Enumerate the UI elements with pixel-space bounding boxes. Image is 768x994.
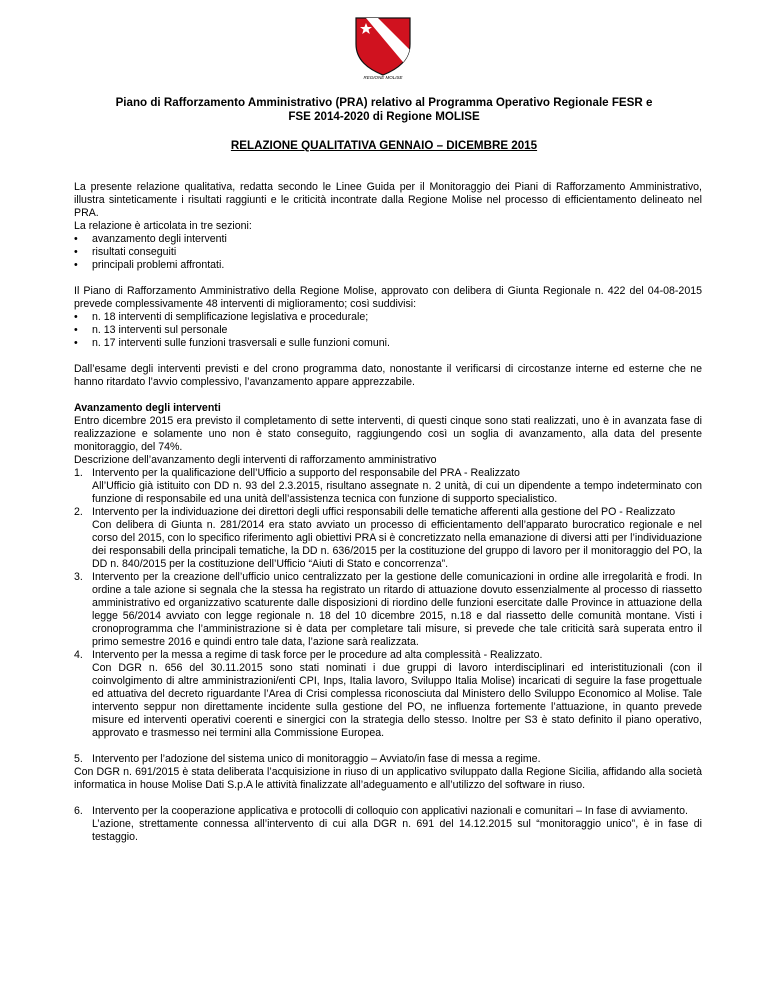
sections-list [74, 233, 702, 272]
list-item: • risultati conseguiti [74, 246, 702, 259]
item-number: 2. [74, 506, 83, 518]
list-item [74, 467, 702, 506]
list-item: • n. 18 interventi di semplificazione legislativa e procedurale; [74, 311, 702, 324]
item-number: 6. [74, 805, 83, 817]
interventions-list [74, 467, 702, 740]
intro-sections-lead: La relazione è articolata in tre sezioni: [74, 220, 252, 232]
list-item [74, 805, 702, 844]
list-item [74, 753, 702, 766]
list-item: • n. 13 interventi sul personale [74, 324, 702, 337]
item-text: Con DGR n. 656 del 30.11.2015 sono stati nominati i due gruppi di lavoro interdisciplinari ed interistituzionali (con il coinvolgimento di altre amministrazioni/enti CPI, Inps, Italia lavoro, Sviluppo Italia Molise) incaricati di seguire la fase progettuale ed attuativa del decreto riguardante l’Area di Crisi complessa riconosciuta dal Ministero dello Sviluppo Economico al Molise. Tale intervento seppur non direttamente incidente sulla gestione del PO, ne influenza fortemente l’attuazione, in quanto prevede misure ed interventi operativi coerenti e sinergici con la strategia dello stesso. Inoltre per S3 è stato definito il piano operativo, approvato e trasmesso nei termini alla Commissione Europea. [92, 662, 702, 739]
regione-molise-shield-logo [352, 14, 414, 80]
item-text: L’azione, strettamente connessa all’intervento di cui alla DGR n. 691 del 14.12.2015 sul “monitoraggio unico”, è in fase di testaggio. [92, 818, 702, 843]
piano-paragraph: Il Piano di Rafforzamento Amministrativo della Regione Molise, approvato con delibera di Giunta Regionale n. 422 del 04-08-2015 prevede complessivamente 48 interventi di miglioramento; così suddivisi: [74, 285, 702, 310]
item-number: 5. [74, 753, 83, 765]
item-heading: Intervento per l’adozione del sistema unico di monitoraggio – Avviato/in fase di messa a regime. [92, 753, 541, 765]
interventions-list-final [74, 805, 702, 844]
item-number: 3. [74, 571, 83, 583]
avanzamento-paragraph: Entro dicembre 2015 era previsto il completamento di sette interventi, di questi cinque sono stati realizzati, uno è in avanzata fase di realizzazione e solamente uno non è stato conseguito, raggiungendo così un soglia di avanzamento, alla data del presente monitoraggio, del 74%. [74, 415, 702, 453]
document-subtitle: RELAZIONE QUALITATIVA GENNAIO – DICEMBRE 2015 [230, 139, 538, 152]
esame-paragraph: Dall’esame degli interventi previsti e del crono programma dato, nonostante il verificarsi di circostanze interne ed esterne che ne hanno ritardato l’avvio complessivo, l’avanzamento appare apprezzabile. [74, 363, 702, 388]
list-item [74, 649, 702, 740]
list-item [74, 506, 702, 571]
logo-label: REGIONE MOLISE [363, 75, 403, 80]
item-number: 4. [74, 649, 83, 661]
item-heading: Intervento per la messa a regime di task force per le procedure ad alta complessità - Realizzato. [92, 649, 543, 661]
item-text: Con delibera di Giunta n. 281/2014 era stato avviato un processo di efficientamento dell’apparato burocratico regionale e nel corso del 2015, con lo specifico riferimento agli obiettivi PRA si è concretizzato nella emanazione di diversi atti per l’individuazione dei responsabili della principali tematiche, la DD n. 636/2015 per la costituzione del gruppo di lavoro per il monitoraggio del PO, la DD n. 840/2015 per la costituzione dell’Ufficio “Aiuti di Stato e concorrenza”. [92, 519, 702, 570]
document-body [74, 181, 702, 844]
item-heading: Intervento per la qualificazione dell’Ufficio a supporto del responsabile del PRA - Realizzato [92, 467, 520, 479]
list-item: • n. 17 interventi sulle funzioni trasversali e sulle funzioni comuni. [74, 337, 702, 350]
interventions-breakdown-list [74, 311, 702, 350]
document-title [60, 96, 708, 124]
intro-paragraph: La presente relazione qualitativa, redatta secondo le Linee Guida per il Monitoraggio dei Piani di Rafforzamento Amministrativo, illustra sinteticamente i risultati raggiunti e le criticità incontrate dalla Regione Molise nel processo di efficientamento delineato nel PRA. [74, 181, 702, 219]
item-text: All’Ufficio già istituito con DD n. 93 del 2.3.2015, risultano assegnate n. 2 unità, di cui un dipendente a tempo indeterminato con funzione di responsabile ed una unità dell’assistenza tecnica con funzione di supporto specialistico. [92, 480, 702, 505]
item-heading: Intervento per la cooperazione applicativa e protocolli di colloquio con applicativi nazionali e comunitari – In fase di avviamento. [92, 805, 688, 817]
list-item: • avanzamento degli interventi [74, 233, 702, 246]
item-heading: Intervento per la individuazione dei direttori degli uffici responsabili delle tematiche afferenti alla gestione del PO - Realizzato [92, 506, 676, 518]
section-heading-avanzamento: Avanzamento degli interventi [74, 402, 221, 414]
title-line-2: FSE 2014-2020 di Regione MOLISE [288, 110, 480, 123]
avanzamento-description-lead: Descrizione dell’avanzamento degli interventi di rafforzamento amministrativo [74, 454, 437, 466]
list-item: • principali problemi affrontati. [74, 259, 702, 272]
interventions-list-continued [74, 753, 702, 766]
item-number: 1. [74, 467, 83, 479]
title-line-1: Piano di Rafforzamento Amministrativo (PRA) relativo al Programma Operativo Regionale FESR e [115, 96, 653, 109]
list-item [74, 571, 702, 649]
item-5-text: Con DGR n. 691/2015 è stata deliberata l’acquisizione in riuso di un applicativo sviluppato dalla Regione Sicilia, affidando alla società informatica in house Molise Dati S.p.A le attività finalizzate all’adeguamento e all’utilizzo del software in riuso. [74, 766, 702, 791]
item-text: Intervento per la creazione dell’ufficio unico centralizzato per la gestione delle comunicazioni in ordine alle irregolarità e frodi. In ordine a tale azione si segnala che la stessa ha registrato un ritardo di attuazione dovuto essenzialmente al processo di riassetto amministrativo ed organizzativo scaturente dalle disposizioni di riordino delle funzioni esercitate dalle Province in attuazione della legge 56/2014 avviato con legge regionale n. 18 del 10 dicembre 2015, n.18 e dal riassetto delle comunità montane. Visti i cronoprogramma che l’amministrazione si è data per completare tali misure, si prevede che tale criticità sarà superata entro il primo semestre 2016 e quindi entro tale data, l’azione sarà realizzata. [92, 571, 702, 648]
